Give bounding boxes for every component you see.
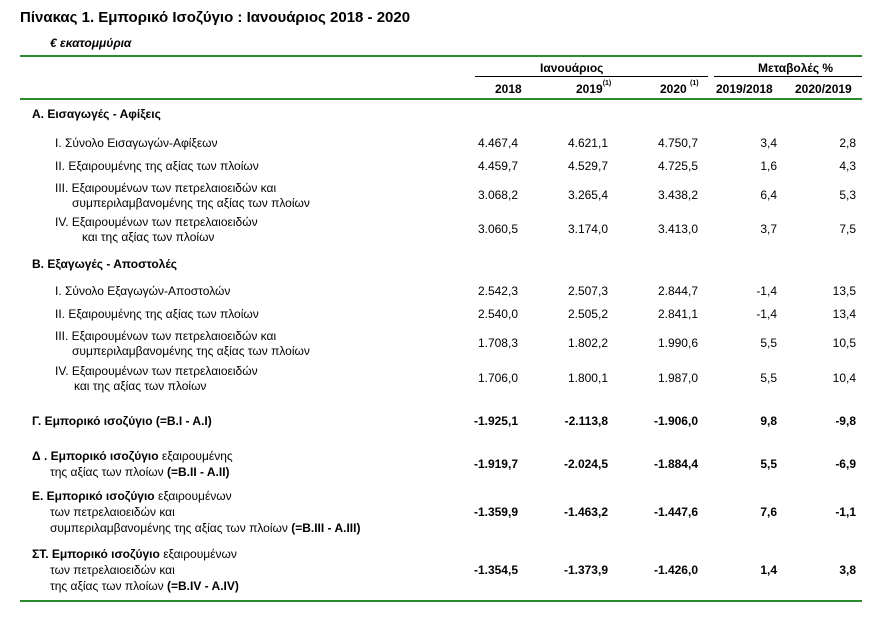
header-2020-2019: 2020/2019 <box>795 82 852 96</box>
top-rule <box>20 55 862 57</box>
page-title: Πίνακας 1. Εμπορικό Ισοζύγιο : Ιανουάριος 2018 - 2020 <box>20 9 411 26</box>
header-change: Μεταβολές % <box>758 61 834 75</box>
header-2020: 2020 $^{(1)}$ <box>660 80 699 96</box>
header-2018: 2018 <box>495 82 522 96</box>
section-exports: Β. Εξαγωγές - Αποστολές <box>32 257 178 271</box>
header-january-rule <box>475 76 708 77</box>
unit-label: € εκατομμύρια <box>50 36 132 50</box>
header-change-rule <box>714 76 862 77</box>
header-2019-2018: 2019/2018 <box>716 82 773 96</box>
section-imports: Α. Εισαγωγές - Αφίξεις <box>32 107 161 121</box>
header-2019: 2019$^{(1)}$ <box>576 80 612 96</box>
header-rule <box>20 98 862 100</box>
bottom-rule <box>20 600 862 602</box>
header-january: Ιανουάριος <box>540 61 604 75</box>
